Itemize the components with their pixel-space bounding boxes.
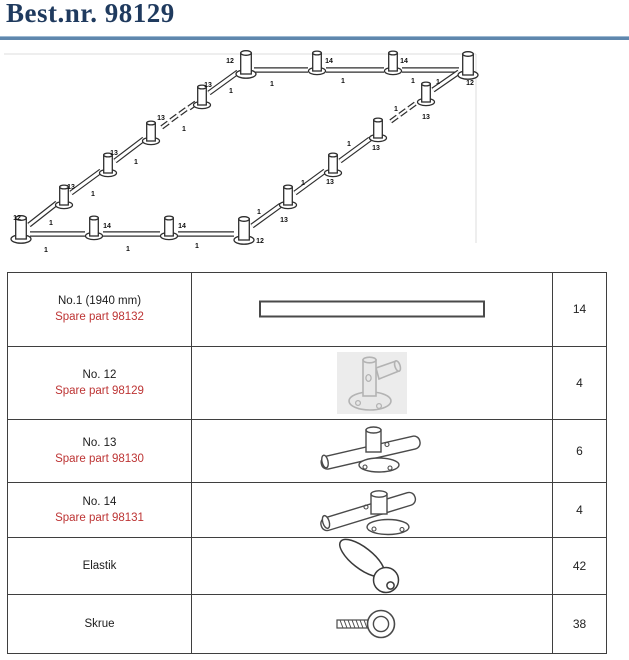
part-qty: 38 [572,616,587,631]
part-name-cell [8,483,192,537]
part-name: Elastik [82,559,117,572]
part-qty: 4 [576,502,583,517]
part-name-cell [8,347,192,419]
diagram-label: 14 [103,223,111,230]
diagram-label: 1 [394,106,398,113]
part-name: No. 12 [82,368,117,381]
spare-part-label: Spare part 98130 [55,452,144,465]
parts-table [7,272,607,654]
diagram-label: 13 [372,145,380,152]
diagram-label: 1 [44,247,48,254]
diagram-label: 13 [422,114,430,121]
diagram-label: 1 [436,79,440,86]
diagram-label: 14 [400,58,408,65]
spare-part-label: Spare part 98129 [55,384,144,397]
part-image-cell [192,347,553,419]
part-qty: 42 [572,558,587,573]
diagram-label: 13 [280,217,288,224]
diagram-label: 13 [110,150,118,157]
diagram-label: 1 [195,243,199,250]
t-fitting-drawing [316,425,428,477]
part-name: Skrue [84,617,115,630]
diagram-label: 12 [226,58,234,65]
table-row [8,273,606,347]
diagram-label: 1 [257,209,261,216]
part-name: No. 14 [82,495,117,508]
diagram-label: 12 [466,80,474,87]
part-name: No. 13 [82,436,117,449]
table-row [8,483,606,538]
frame-assembly-diagram [0,0,629,268]
spare-part-label: Spare part 98131 [55,511,144,524]
diagram-label: 1 [229,88,233,95]
table-row [8,420,606,483]
diagram-label: 1 [134,159,138,166]
part-image-cell [192,273,553,346]
spare-part-label: Spare part 98132 [55,311,144,324]
frame-tubes [29,70,459,234]
table-row [8,538,606,595]
table-row [8,595,606,654]
part-image-cell [192,595,553,654]
part-name-cell [8,595,192,654]
diagram-label: 12 [13,215,21,222]
diagram-label: 1 [126,246,130,253]
frame-fittings [11,51,478,245]
part-name-cell [8,538,192,594]
diagram-label: 13 [204,82,212,89]
diagram-label: 13 [67,184,75,191]
diagram-label: 13 [326,179,334,186]
part-qty: 4 [576,375,583,390]
tube-part-drawing [257,298,487,320]
corner-fitting-drawing [337,352,407,414]
part-image-cell [192,483,553,537]
part-qty: 14 [572,302,587,317]
part-name-cell [8,273,192,346]
diagram-label: 1 [347,141,351,148]
diagram-label: 1 [49,220,53,227]
elastic-loop-drawing [332,537,412,595]
eye-screw-drawing [335,603,409,645]
diagram-label: 12 [256,238,264,245]
cross-fitting-drawing [316,482,428,538]
diagram-label: 1 [411,78,415,85]
diagram-label: 14 [178,223,186,230]
part-image-cell [192,538,553,594]
table-row [8,347,606,420]
part-image-cell [192,420,553,482]
diagram-label: 1 [341,78,345,85]
diagram-label: 1 [301,180,305,187]
diagram-label: 14 [325,58,333,65]
diagram-label: 1 [91,191,95,198]
part-qty: 6 [576,443,583,458]
part-name: No.1 (1940 mm) [57,295,142,308]
page-title: Best.nr. 98129 [6,0,175,28]
diagram-label: 1 [270,81,274,88]
diagram-label: 13 [157,115,165,122]
part-name-cell [8,420,192,482]
diagram-label: 1 [182,126,186,133]
